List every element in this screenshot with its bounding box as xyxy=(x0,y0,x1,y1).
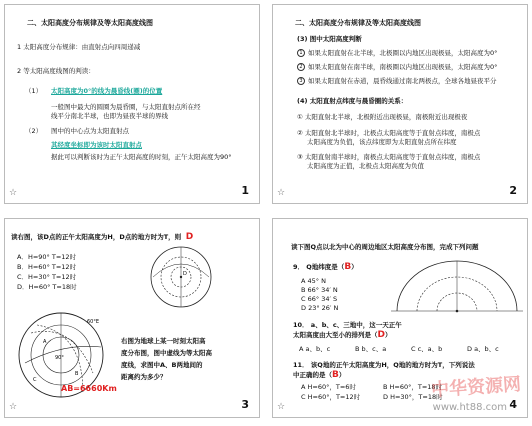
watermark-url: www.ht88.com xyxy=(432,402,507,413)
item-3-detail-1: 一般图中最大的圆圈为晨昏圈，与太阳直射点所在经 xyxy=(51,103,201,111)
answer-distance: AB=6660Km xyxy=(61,384,117,393)
page-number: 4 xyxy=(509,398,517,411)
q11-option-b[interactable]: B H=60°，T=18时 xyxy=(383,383,443,391)
star-icon: ☆ xyxy=(9,402,18,412)
passage-line-2: 度分布图，图中虚线为等太阳高 xyxy=(121,349,212,357)
item-3-link[interactable]: 太阳高度为0°的线为晨昏线(圈)的位置 xyxy=(51,87,163,95)
detail-2b: 太阳高度为负值，该点纬度即为太阳直射点所在纬度 xyxy=(307,138,457,146)
section-3-heading: (3) 图中太阳高度判断 xyxy=(297,35,362,43)
circle-number-icon: 2 xyxy=(297,63,305,71)
slide-header: 读下图Q点以北为中心的周边地区太阳高度分布图，完成下列问题 xyxy=(291,243,479,251)
passage-line-1: 右图为地球上某一时刻太阳高 xyxy=(121,337,206,345)
star-icon: ☆ xyxy=(277,402,286,412)
q11-option-d[interactable]: D H=30°，T=18时 xyxy=(383,393,443,401)
circle-number-icon: 1 xyxy=(297,49,305,57)
case-1: 1 如果太阳直射在北半球，北极圈以内地区出现极昼，太阳高度为0° xyxy=(297,49,497,57)
page-number: 3 xyxy=(241,398,249,411)
detail-3: ③ 太阳直射南半球时，南极点太阳高度等于直射点纬度，南极点 xyxy=(297,153,481,161)
slide-2[interactable] xyxy=(272,4,528,204)
point-c-label: C xyxy=(33,377,37,383)
question-10-line-1: 10． a、b、c、三地中，这一天正午 xyxy=(293,321,402,329)
item-3-number: （1） xyxy=(25,87,43,95)
page-number: 2 xyxy=(509,184,517,197)
slide-title: 二、太阳高度分布规律及等太阳高度线图 xyxy=(27,19,153,27)
question-9: 9． Q地纬度是（B） xyxy=(293,262,358,272)
detail-1: ① 太阳直射北半球，北极附近出现极昼，南极附近出现极夜 xyxy=(297,113,468,121)
question-11-line-1: 11． 该Q地的正午太阳高度为H，Q地的地方时为T，下列说法 xyxy=(293,361,475,369)
option-d[interactable]: D．H=60° T=18时 xyxy=(17,283,77,291)
section-4-heading: (4) 太阳直射点纬度与晨昏圈的关系： xyxy=(297,97,408,105)
q9-option-a[interactable]: A 45° N xyxy=(301,277,326,285)
option-a[interactable]: A．H=90° T=12时 xyxy=(17,253,77,261)
question-11-line-2: 中正确的是（B） xyxy=(293,370,346,380)
q10-option-a[interactable]: A a、b、c xyxy=(299,345,331,353)
page-number: 1 xyxy=(241,184,249,197)
slide-3[interactable] xyxy=(4,218,260,418)
answer-mark: B xyxy=(344,262,352,272)
q11-option-a[interactable]: A H=60°，T=6时 xyxy=(301,383,356,391)
question-text: 读右图，该D点的正午太阳高度为H，D点的地方时为T，则 D xyxy=(11,232,194,242)
center-label: 90° xyxy=(55,355,64,361)
q10-option-c[interactable]: C c、a、b xyxy=(411,345,443,353)
item-1: 1 太阳高度分布规律：由直射点向四周递减 xyxy=(17,43,141,51)
item-4-detail: 据此可以判断该时为正午太阳高度的时刻，正午太阳高度为90° xyxy=(51,153,232,161)
item-4-number: （2） xyxy=(25,127,43,135)
detail-3b: 太阳高度为正值，北极点太阳高度为负值 xyxy=(307,162,424,170)
answer-mark: B xyxy=(332,370,339,380)
answer-mark: D xyxy=(185,232,194,242)
item-4: 图中的中心点为太阳直射点 xyxy=(51,127,129,135)
slide-title: 二、太阳高度分布规律及等太阳高度线图 xyxy=(295,19,421,27)
q10-option-d[interactable]: D a、b、c xyxy=(467,345,499,353)
circle-number-icon: 3 xyxy=(297,77,305,85)
option-b[interactable]: B．H=60° T=12时 xyxy=(17,263,77,271)
option-c[interactable]: C．H=30° T=12时 xyxy=(17,273,77,281)
passage-line-4: 距离约为多少？ xyxy=(121,373,167,381)
point-d-label: D xyxy=(183,271,187,277)
meridian-label: 60°E xyxy=(87,319,100,325)
watermark: 中华资源网 xyxy=(430,373,522,402)
item-2: 2 等太阳高度线图的判读： xyxy=(17,67,95,75)
question-10-line-2: 太阳高度由大至小的排列是（D） xyxy=(293,330,392,340)
item-4-link[interactable]: 其经度坐标即为该时太阳直射点 xyxy=(51,141,142,149)
detail-2: ② 太阳直射北半球时，北极点太阳高度等于直射点纬度，南极点 xyxy=(297,129,481,137)
point-a-label: A xyxy=(43,339,47,345)
passage-line-3: 度线，求图中A、B两地间的 xyxy=(121,361,203,369)
slide-1[interactable] xyxy=(4,4,260,204)
answer-mark: D xyxy=(377,330,385,340)
q9-option-b[interactable]: B 66° 34′ N xyxy=(301,286,338,294)
star-icon: ☆ xyxy=(9,188,18,198)
star-icon: ☆ xyxy=(277,188,286,198)
q11-option-c[interactable]: C H=60°，T=12时 xyxy=(301,393,361,401)
q10-option-b[interactable]: B b、c、a xyxy=(355,345,387,353)
sun-altitude-semicircle-diagram xyxy=(391,255,523,317)
case-2: 2 如果太阳直射在南半球，南极圈以内地区出现极昼，太阳高度为0° xyxy=(297,63,497,71)
slide-4[interactable] xyxy=(272,218,528,418)
sun-altitude-diagram xyxy=(145,241,215,309)
item-3-detail-2: 线平分南北半球，也即为昼夜半球的界线 xyxy=(51,112,168,120)
case-3: 3 如果太阳直射在赤道，晨昏线通过南北两极点，全球各地昼夜平分 xyxy=(297,77,497,85)
q9-option-d[interactable]: D 23° 26′ N xyxy=(301,304,339,312)
q9-option-c[interactable]: C 66° 34′ S xyxy=(301,295,338,303)
point-b-label: B xyxy=(75,371,79,377)
